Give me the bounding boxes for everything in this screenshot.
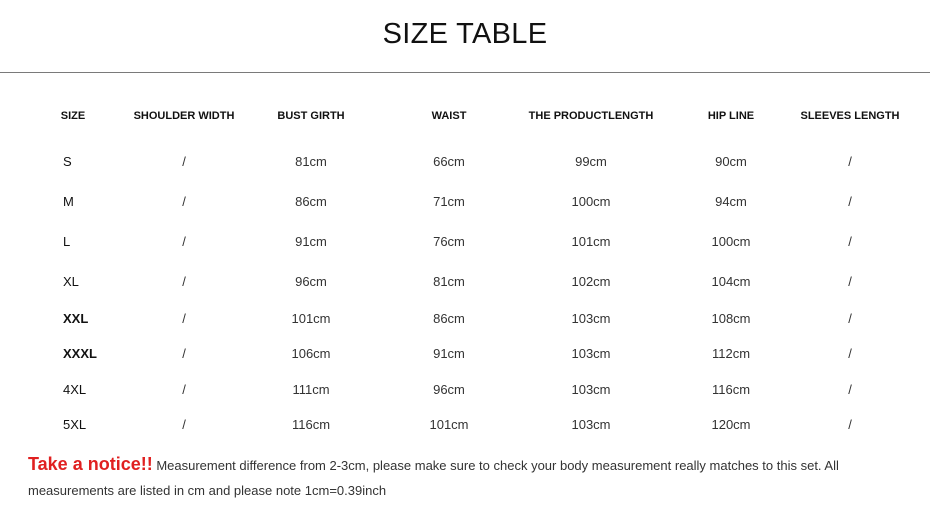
cell-waist: 86cm xyxy=(433,311,465,326)
cell-shoulder-width: / xyxy=(182,274,186,289)
cell-size: S xyxy=(63,154,72,169)
cell-sleeves-length: / xyxy=(848,274,852,289)
cell-bust-girth: 111cm xyxy=(292,382,330,397)
header-bust-girth: BUST GIRTH xyxy=(277,110,345,122)
cell-bust-girth: 96cm xyxy=(295,274,327,289)
cell-product-length: 103cm xyxy=(571,346,611,361)
cell-bust-girth: 91cm xyxy=(295,234,327,249)
cell-product-length: 102cm xyxy=(571,274,611,289)
cell-hip-line: 90cm xyxy=(715,154,747,169)
cell-waist: 101cm xyxy=(429,417,469,432)
cell-sleeves-length: / xyxy=(848,346,852,361)
cell-hip-line: 108cm xyxy=(711,311,751,326)
cell-shoulder-width: / xyxy=(182,311,186,326)
header-shoulder-width: SHOULDER WIDTH xyxy=(133,110,235,122)
cell-shoulder-width: / xyxy=(182,194,186,209)
cell-bust-girth: 101cm xyxy=(291,311,331,326)
cell-product-length: 100cm xyxy=(571,194,611,209)
cell-size: 5XL xyxy=(63,417,87,432)
cell-hip-line: 120cm xyxy=(711,417,751,432)
notice-text: Measurement difference from 2-3cm, please make sure to check your body measurement really matches to this set. All measurements are listed in cm and please note 1cm=0.39inch xyxy=(28,458,839,498)
notice-paragraph xyxy=(28,452,908,503)
cell-waist: 71cm xyxy=(433,194,465,209)
cell-product-length: 101cm xyxy=(571,234,611,249)
cell-hip-line: 116cm xyxy=(711,382,751,397)
cell-size: L xyxy=(63,234,71,249)
cell-waist: 76cm xyxy=(433,234,465,249)
header-hip-line: HIP LINE xyxy=(707,110,755,122)
header-size: SIZE xyxy=(60,110,86,122)
header-waist: WAIST xyxy=(431,110,467,122)
cell-shoulder-width: / xyxy=(182,346,186,361)
cell-shoulder-width: / xyxy=(182,417,186,432)
cell-product-length: 99cm xyxy=(575,154,607,169)
cell-waist: 66cm xyxy=(433,154,465,169)
cell-waist: 81cm xyxy=(433,274,465,289)
cell-sleeves-length: / xyxy=(848,194,852,209)
cell-shoulder-width: / xyxy=(182,154,186,169)
cell-hip-line: 100cm xyxy=(711,234,751,249)
cell-waist: 91cm xyxy=(433,346,465,361)
cell-bust-girth: 106cm xyxy=(291,346,331,361)
cell-size: XL xyxy=(63,274,79,289)
cell-bust-girth: 81cm xyxy=(295,154,327,169)
cell-sleeves-length: / xyxy=(848,417,852,432)
cell-shoulder-width: / xyxy=(182,234,186,249)
cell-sleeves-length: / xyxy=(848,234,852,249)
cell-bust-girth: 116cm xyxy=(291,417,331,432)
cell-size: M xyxy=(63,194,74,209)
notice-headline: Take a notice!! xyxy=(28,454,153,474)
page-title: SIZE TABLE xyxy=(382,18,548,50)
cell-sleeves-length: / xyxy=(848,154,852,169)
cell-waist: 96cm xyxy=(433,382,465,397)
cell-hip-line: 104cm xyxy=(711,274,751,289)
header-product-length: THE PRODUCTLENGTH xyxy=(528,110,654,122)
cell-hip-line: 94cm xyxy=(715,194,747,209)
cell-sleeves-length: / xyxy=(848,311,852,326)
cell-size: XXXL xyxy=(63,346,97,361)
cell-bust-girth: 86cm xyxy=(295,194,327,209)
cell-product-length: 103cm xyxy=(571,382,611,397)
cell-product-length: 103cm xyxy=(571,417,611,432)
cell-size: XXL xyxy=(63,311,89,326)
header-sleeves-length: SLEEVES LENGTH xyxy=(800,110,900,122)
title-divider xyxy=(0,72,930,73)
cell-product-length: 103cm xyxy=(571,311,611,326)
cell-hip-line: 112cm xyxy=(711,346,751,361)
cell-sleeves-length: / xyxy=(848,382,852,397)
cell-size: 4XL xyxy=(63,382,87,397)
cell-shoulder-width: / xyxy=(182,382,186,397)
